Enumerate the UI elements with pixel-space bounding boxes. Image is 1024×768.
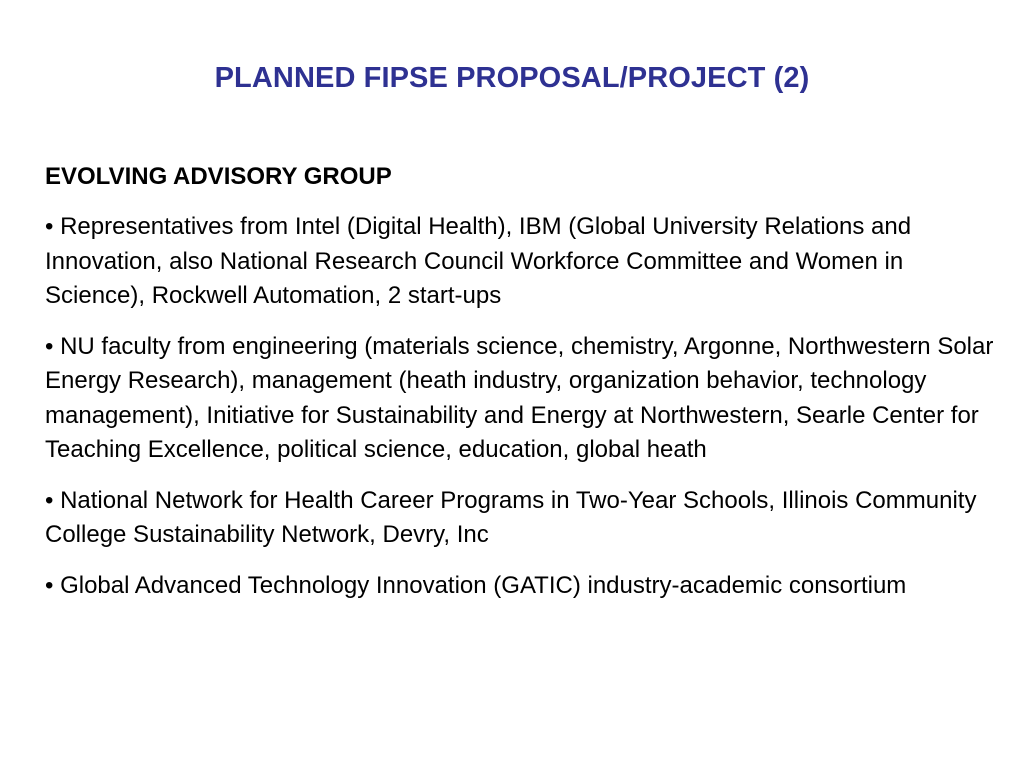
bullet-text: National Network for Health Career Programs in Two-Year Schools, Illinois Community College Sustainability Network, Devry, Inc (45, 486, 977, 548)
bullet-mark: • (45, 213, 54, 240)
slide-content (45, 160, 995, 619)
bullet-item (45, 484, 995, 553)
bullet-mark: • (45, 332, 54, 360)
bullet-mark: • (45, 486, 54, 514)
bullet-item (45, 569, 995, 604)
slide-title: PLANNED FIPSE PROPOSAL/PROJECT (2) (214, 62, 810, 94)
bullet-item (45, 330, 995, 468)
bullet-text: Global Advanced Technology Innovation (GATIC) industry-academic consortium (60, 571, 907, 599)
bullet-text: NU faculty from engineering (materials science, chemistry, Argonne, Northwestern Solar Energy Research), management (heath industry, organization behavior, technology management), Initiative for Sustainability and Energy at Northwestern, Searle Center for Teaching Excellence, political science, education, global heath (45, 332, 994, 463)
section-heading: EVOLVING ADVISORY GROUP (45, 163, 392, 190)
bullet-mark: • (45, 571, 54, 599)
bullet-list (45, 210, 995, 603)
bullet-text: Representatives from Intel (Digital Health), IBM (Global University Relations and Innovation, also National Research Council Workforce Committee and Women in Science), Rockwell Automation, 2 start-ups (45, 213, 912, 309)
bullet-item (45, 210, 995, 314)
